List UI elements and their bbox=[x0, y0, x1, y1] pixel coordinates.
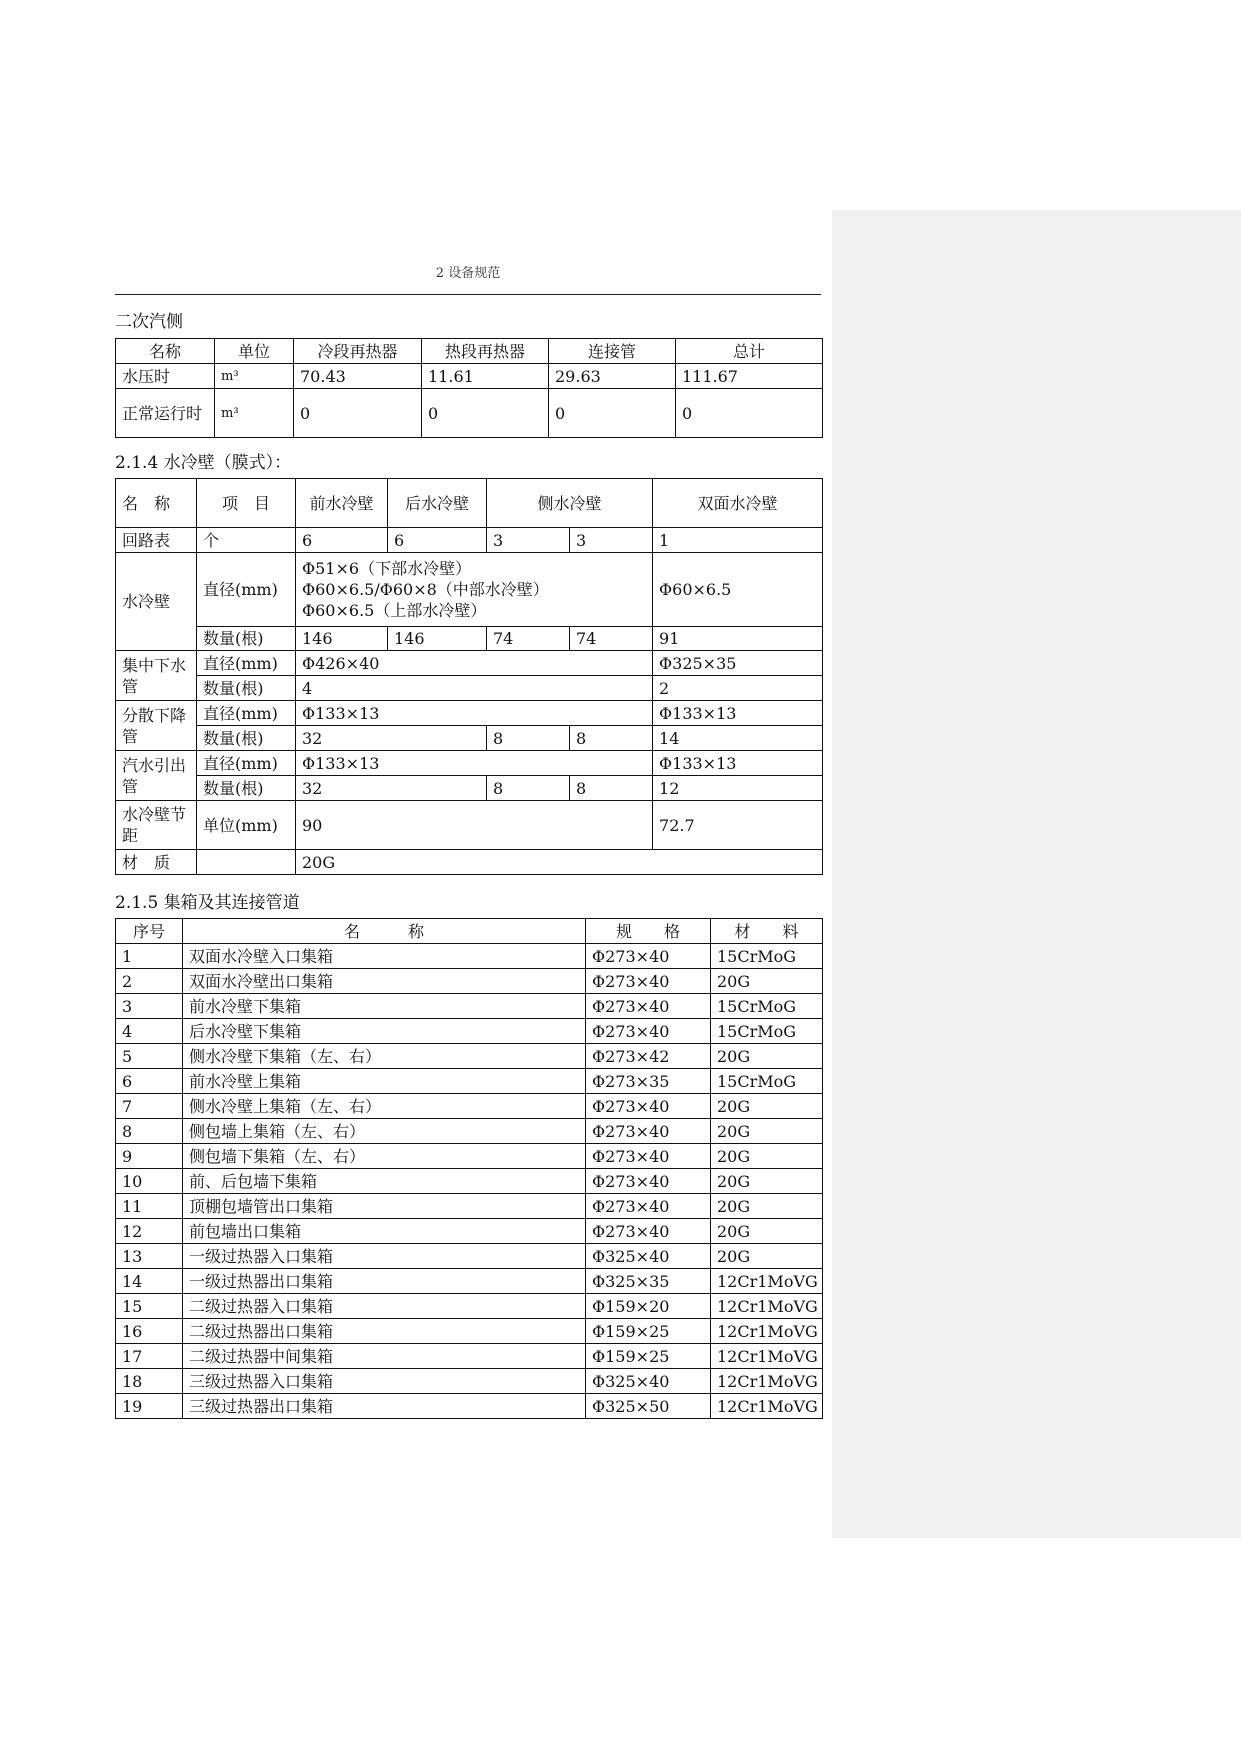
material-label: 材 质 bbox=[116, 850, 197, 875]
dispersed-dia-double: Φ133×13 bbox=[653, 701, 823, 726]
table-row bbox=[116, 1144, 823, 1169]
col-header-material: 材 料 bbox=[711, 919, 823, 944]
pitch-label: 水冷壁节距 bbox=[116, 801, 197, 850]
cell-spec: Φ325×50 bbox=[586, 1394, 711, 1419]
dispersed-qty-front-rear: 32 bbox=[296, 726, 487, 751]
cell-material: 20G bbox=[711, 1094, 823, 1119]
cell-material: 12Cr1MoVG bbox=[711, 1369, 823, 1394]
cell-index: 18 bbox=[116, 1369, 183, 1394]
downcomer-dia-label: 直径(mm) bbox=[197, 651, 296, 676]
cell-spec: Φ325×35 bbox=[586, 1269, 711, 1294]
loop-rear: 6 bbox=[388, 528, 487, 553]
cell-index: 14 bbox=[116, 1269, 183, 1294]
cell-name: 侧水冷壁下集箱（左、右） bbox=[183, 1044, 586, 1069]
value-cell: 29.63 bbox=[549, 364, 676, 389]
wall-qty-side-left: 74 bbox=[487, 627, 570, 651]
header-cell: 连接管 bbox=[549, 339, 676, 364]
cell-index: 16 bbox=[116, 1319, 183, 1344]
downcomer-label: 集中下水管 bbox=[116, 651, 197, 701]
value-cell: 70.43 bbox=[294, 364, 422, 389]
cell-spec: Φ273×40 bbox=[586, 1119, 711, 1144]
cell-name: 一级过热器出口集箱 bbox=[183, 1269, 586, 1294]
value-cell: 11.61 bbox=[422, 364, 549, 389]
dispersed-dia-label: 直径(mm) bbox=[197, 701, 296, 726]
loop-unit: 个 bbox=[197, 528, 296, 553]
cell-name: 前、后包墙下集箱 bbox=[183, 1169, 586, 1194]
cell-name: 双面水冷壁出口集箱 bbox=[183, 969, 586, 994]
table-row bbox=[116, 1169, 823, 1194]
table-row bbox=[116, 1244, 823, 1269]
header-cell: 单位 bbox=[215, 339, 294, 364]
header-name: 名 称 bbox=[116, 479, 197, 528]
table-row bbox=[116, 969, 823, 994]
table-row bbox=[116, 1119, 823, 1144]
wall-qty-rear: 146 bbox=[388, 627, 487, 651]
water-wall-table bbox=[115, 478, 823, 875]
wall-label: 水冷壁 bbox=[116, 553, 197, 651]
cell-spec: Φ273×40 bbox=[586, 994, 711, 1019]
cell-material: 20G bbox=[711, 1044, 823, 1069]
cell-index: 11 bbox=[116, 1194, 183, 1219]
unit-cell: m³ bbox=[215, 389, 294, 438]
cell-material: 12Cr1MoVG bbox=[711, 1344, 823, 1369]
dispersed-qty-side-right: 8 bbox=[570, 726, 653, 751]
cell-name: 侧包墙上集箱（左、右） bbox=[183, 1119, 586, 1144]
cell-name: 前包墙出口集箱 bbox=[183, 1219, 586, 1244]
cell-index: 2 bbox=[116, 969, 183, 994]
cell-material: 12Cr1MoVG bbox=[711, 1394, 823, 1419]
value-cell: 0 bbox=[294, 389, 422, 438]
cell-index: 19 bbox=[116, 1394, 183, 1419]
cell-index: 17 bbox=[116, 1344, 183, 1369]
material-value: 20G bbox=[296, 850, 823, 875]
table-row bbox=[116, 1219, 823, 1244]
riser-qty-side-left: 8 bbox=[487, 776, 570, 801]
cell-spec: Φ273×42 bbox=[586, 1044, 711, 1069]
cell-spec: Φ273×40 bbox=[586, 1094, 711, 1119]
downcomer-qty: 4 bbox=[296, 676, 653, 701]
cell-index: 13 bbox=[116, 1244, 183, 1269]
table-row bbox=[116, 1094, 823, 1119]
table-row bbox=[116, 944, 823, 969]
cell-index: 9 bbox=[116, 1144, 183, 1169]
table-row bbox=[116, 1044, 823, 1069]
table-row bbox=[116, 1369, 823, 1394]
cell-spec: Φ325×40 bbox=[586, 1244, 711, 1269]
value-cell: 0 bbox=[422, 389, 549, 438]
unit-cell: m³ bbox=[215, 364, 294, 389]
riser-qty-label: 数量(根) bbox=[197, 776, 296, 801]
cell-index: 6 bbox=[116, 1069, 183, 1094]
cell-material: 20G bbox=[711, 1169, 823, 1194]
riser-dia-label: 直径(mm) bbox=[197, 751, 296, 776]
cell-spec: Φ325×40 bbox=[586, 1369, 711, 1394]
pitch-unit: 单位(mm) bbox=[197, 801, 296, 850]
value-cell: 0 bbox=[676, 389, 823, 438]
wall-qty-double: 91 bbox=[653, 627, 823, 651]
header-side-wall: 侧水冷壁 bbox=[487, 479, 653, 528]
header-rule bbox=[115, 294, 821, 295]
cell-spec: Φ273×40 bbox=[586, 1219, 711, 1244]
cell-material: 12Cr1MoVG bbox=[711, 1269, 823, 1294]
cell-material: 15CrMoG bbox=[711, 944, 823, 969]
cell-material: 20G bbox=[711, 969, 823, 994]
cell-name: 前水冷壁下集箱 bbox=[183, 994, 586, 1019]
table-row bbox=[116, 1294, 823, 1319]
cell-index: 8 bbox=[116, 1119, 183, 1144]
header-cell: 名称 bbox=[116, 339, 215, 364]
cell-spec: Φ273×40 bbox=[586, 1194, 711, 1219]
cell-name: 后水冷壁下集箱 bbox=[183, 1019, 586, 1044]
downcomer-dia: Φ426×40 bbox=[296, 651, 653, 676]
pitch-value: 90 bbox=[296, 801, 653, 850]
riser-qty-front-rear: 32 bbox=[296, 776, 487, 801]
cell-spec: Φ159×20 bbox=[586, 1294, 711, 1319]
downcomer-dia-double: Φ325×35 bbox=[653, 651, 823, 676]
header-cell: 热段再热器 bbox=[422, 339, 549, 364]
cell-spec: Φ273×40 bbox=[586, 944, 711, 969]
cell-index: 7 bbox=[116, 1094, 183, 1119]
cell-name: 顶棚包墙管出口集箱 bbox=[183, 1194, 586, 1219]
cell-name: 侧水冷壁上集箱（左、右） bbox=[183, 1094, 586, 1119]
table-row bbox=[116, 1319, 823, 1344]
section-title-secondary-steam: 二次汽侧 bbox=[115, 312, 183, 332]
header-cell: 冷段再热器 bbox=[294, 339, 422, 364]
cell-material: 15CrMoG bbox=[711, 994, 823, 1019]
cell-name: 二级过热器入口集箱 bbox=[183, 1294, 586, 1319]
cell-material: 12Cr1MoVG bbox=[711, 1294, 823, 1319]
wall-qty-side-right: 74 bbox=[570, 627, 653, 651]
cell-name: 前水冷壁上集箱 bbox=[183, 1069, 586, 1094]
cell-index: 4 bbox=[116, 1019, 183, 1044]
value-cell: 0 bbox=[549, 389, 676, 438]
dispersed-qty-side-left: 8 bbox=[487, 726, 570, 751]
cell-name: 二级过热器中间集箱 bbox=[183, 1344, 586, 1369]
wall-dia-values bbox=[296, 553, 653, 627]
cell-spec: Φ159×25 bbox=[586, 1344, 711, 1369]
downcomer-qty-double: 2 bbox=[653, 676, 823, 701]
riser-label: 汽水引出管 bbox=[116, 751, 197, 801]
table-row bbox=[116, 1344, 823, 1369]
table-row bbox=[116, 1069, 823, 1094]
cell-index: 10 bbox=[116, 1169, 183, 1194]
cell-name: 双面水冷壁入口集箱 bbox=[183, 944, 586, 969]
dispersed-label: 分散下降管 bbox=[116, 701, 197, 751]
cell-material: 15CrMoG bbox=[711, 1069, 823, 1094]
wall-dia-double: Φ60×6.5 bbox=[653, 553, 823, 627]
cell-name: 二级过热器出口集箱 bbox=[183, 1319, 586, 1344]
riser-qty-side-right: 8 bbox=[570, 776, 653, 801]
value-cell: 111.67 bbox=[676, 364, 823, 389]
cell-material: 15CrMoG bbox=[711, 1019, 823, 1044]
page-header: 2 设备规范 bbox=[435, 266, 501, 281]
cell-spec: Φ273×40 bbox=[586, 1169, 711, 1194]
pitch-value-double: 72.7 bbox=[653, 801, 823, 850]
dispersed-dia: Φ133×13 bbox=[296, 701, 653, 726]
header-cell: 总计 bbox=[676, 339, 823, 364]
wall-dia-label: 直径(mm) bbox=[197, 553, 296, 627]
wall-qty-label: 数量(根) bbox=[197, 627, 296, 651]
row-label: 水压时 bbox=[116, 364, 215, 389]
dispersed-qty-label: 数量(根) bbox=[197, 726, 296, 751]
col-header-name: 名 称 bbox=[183, 919, 586, 944]
section-title-water-wall: 2.1.4 水冷壁（膜式）： bbox=[115, 453, 292, 473]
cell-material: 20G bbox=[711, 1194, 823, 1219]
cell-name: 三级过热器出口集箱 bbox=[183, 1394, 586, 1419]
wall-qty-front: 146 bbox=[296, 627, 388, 651]
loop-front: 6 bbox=[296, 528, 388, 553]
material-empty bbox=[197, 850, 296, 875]
loop-double: 1 bbox=[653, 528, 823, 553]
table-row bbox=[116, 994, 823, 1019]
loop-label: 回路表 bbox=[116, 528, 197, 553]
cell-spec: Φ273×35 bbox=[586, 1069, 711, 1094]
cell-spec: Φ273×40 bbox=[586, 1144, 711, 1169]
cell-name: 一级过热器入口集箱 bbox=[183, 1244, 586, 1269]
row-label: 正常运行时 bbox=[116, 389, 215, 438]
secondary-steam-table bbox=[115, 338, 823, 438]
header-table bbox=[115, 918, 823, 1419]
table-row bbox=[116, 1194, 823, 1219]
cell-index: 5 bbox=[116, 1044, 183, 1069]
header-item: 项 目 bbox=[197, 479, 296, 528]
dispersed-qty-double: 14 bbox=[653, 726, 823, 751]
cell-material: 20G bbox=[711, 1119, 823, 1144]
cell-index: 3 bbox=[116, 994, 183, 1019]
wall-dia-lower: Φ51×6（下部水冷壁） bbox=[302, 559, 472, 578]
cell-material: 20G bbox=[711, 1244, 823, 1269]
table-row bbox=[116, 1019, 823, 1044]
cell-spec: Φ273×40 bbox=[586, 969, 711, 994]
header-rear-wall: 后水冷壁 bbox=[388, 479, 487, 528]
cell-index: 15 bbox=[116, 1294, 183, 1319]
header-double-wall: 双面水冷壁 bbox=[653, 479, 823, 528]
col-header-spec: 规 格 bbox=[586, 919, 711, 944]
cell-name: 侧包墙下集箱（左、右） bbox=[183, 1144, 586, 1169]
table-row bbox=[116, 1269, 823, 1294]
cell-index: 12 bbox=[116, 1219, 183, 1244]
header-front-wall: 前水冷壁 bbox=[296, 479, 388, 528]
cell-material: 12Cr1MoVG bbox=[711, 1319, 823, 1344]
cell-material: 20G bbox=[711, 1144, 823, 1169]
table-row bbox=[116, 1394, 823, 1419]
loop-side-right: 3 bbox=[570, 528, 653, 553]
cell-name: 三级过热器入口集箱 bbox=[183, 1369, 586, 1394]
comment-pane bbox=[832, 210, 1241, 1538]
riser-dia-double: Φ133×13 bbox=[653, 751, 823, 776]
col-header-index: 序号 bbox=[116, 919, 183, 944]
downcomer-qty-label: 数量(根) bbox=[197, 676, 296, 701]
section-title-headers: 2.1.5 集箱及其连接管道 bbox=[115, 893, 300, 913]
wall-dia-upper: Φ60×6.5（上部水冷壁） bbox=[302, 601, 487, 620]
cell-material: 20G bbox=[711, 1219, 823, 1244]
riser-dia: Φ133×13 bbox=[296, 751, 653, 776]
loop-side-left: 3 bbox=[487, 528, 570, 553]
cell-spec: Φ273×40 bbox=[586, 1019, 711, 1044]
riser-qty-double: 12 bbox=[653, 776, 823, 801]
cell-index: 1 bbox=[116, 944, 183, 969]
wall-dia-middle: Φ60×6.5/Φ60×8（中部水冷壁） bbox=[302, 580, 549, 599]
cell-spec: Φ159×25 bbox=[586, 1319, 711, 1344]
